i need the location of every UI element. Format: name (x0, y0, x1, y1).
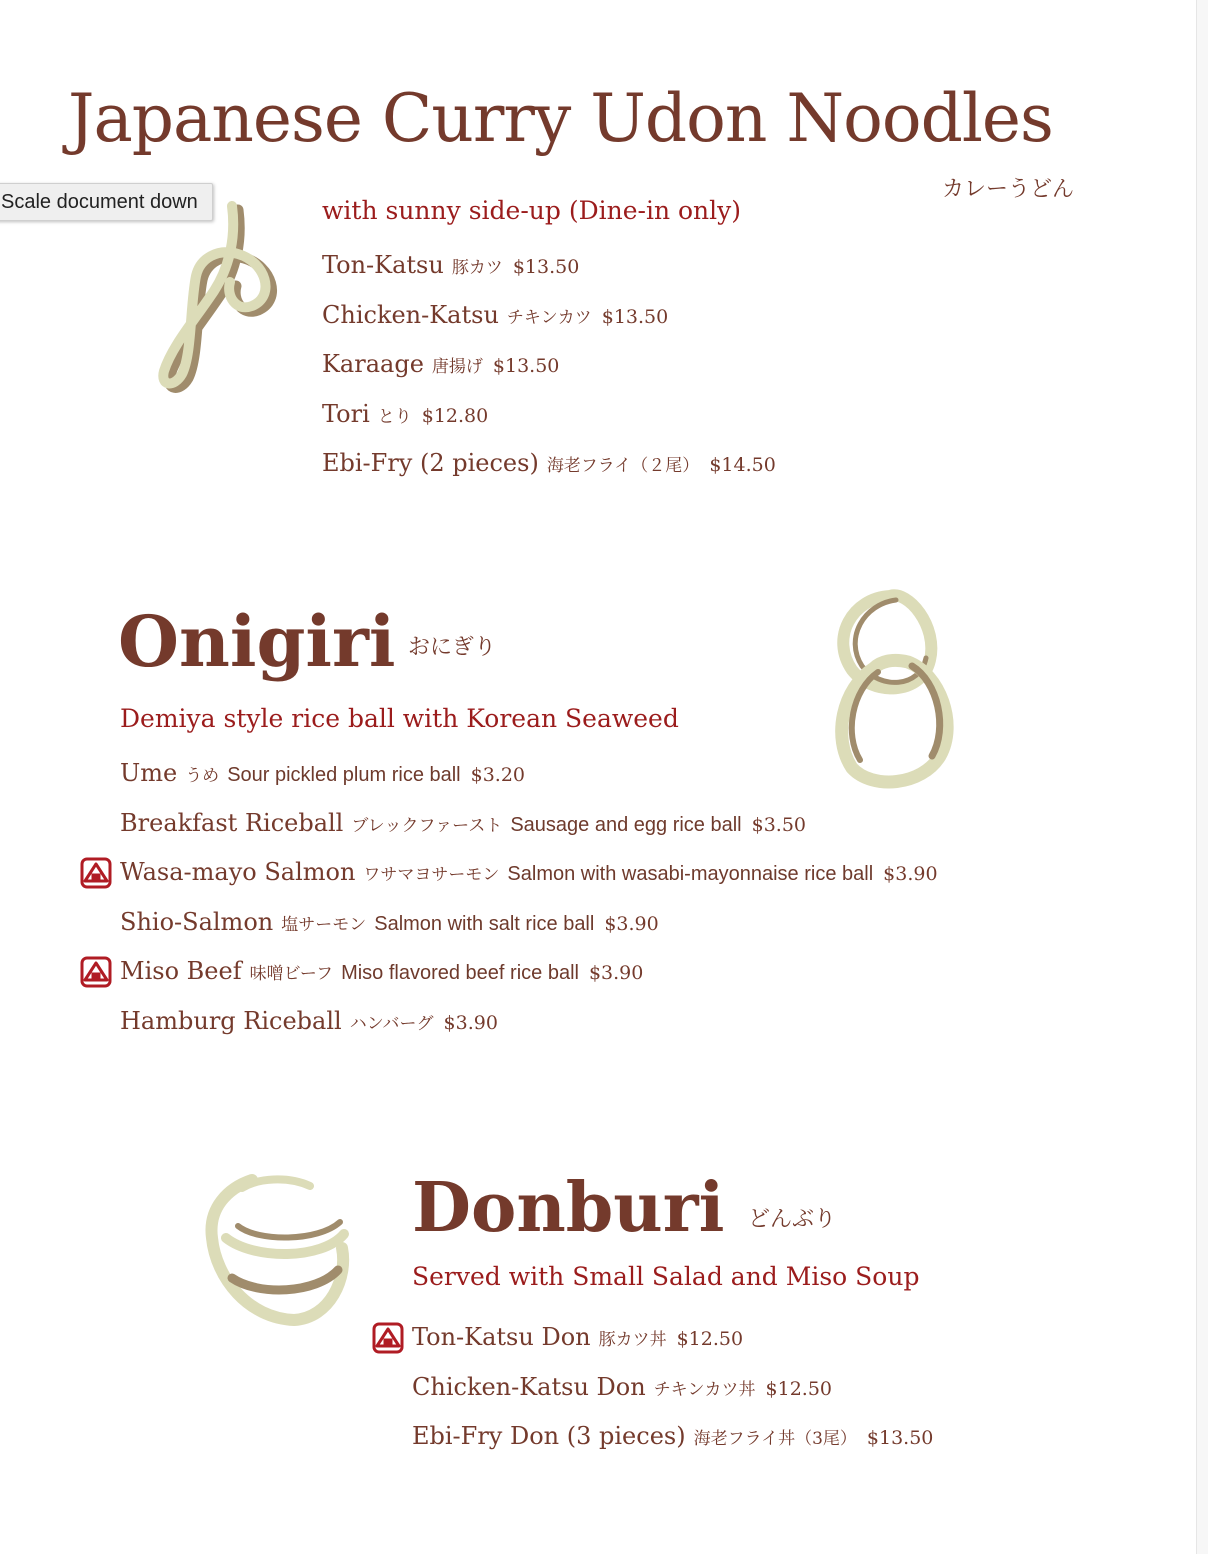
menu-item (322, 399, 776, 449)
item-name: Chicken-Katsu (322, 300, 499, 329)
item-name: Chicken-Katsu Don (412, 1372, 646, 1401)
scrollbar-track[interactable] (1196, 0, 1208, 1554)
menu-item (120, 808, 938, 858)
item-price: $13.50 (866, 1427, 934, 1449)
item-price: $13.50 (512, 256, 580, 278)
donburi-subtitle: Served with Small Salad and Miso Soup (412, 1262, 920, 1291)
item-name: Ton-Katsu (322, 251, 444, 279)
item-name: Ton-Katsu Don (412, 1323, 591, 1351)
onigiri-badge-icon (80, 956, 112, 988)
item-price: $12.50 (676, 1328, 744, 1350)
item-name-jp: チキンカツ丼 (653, 1379, 756, 1400)
item-price: $3.90 (443, 1011, 498, 1034)
item-description: Sausage and egg rice ball (510, 813, 742, 836)
item-description: Sour pickled plum rice ball (227, 764, 461, 786)
menu-item (322, 448, 776, 498)
item-price: $3.90 (883, 863, 938, 885)
item-description: Salmon with wasabi-mayonnaise rice ball (507, 863, 874, 885)
bowl-brush-icon (198, 1168, 358, 1338)
item-price: $12.50 (765, 1377, 833, 1400)
menu-item (120, 758, 938, 808)
item-price: $12.80 (421, 404, 489, 427)
donburi-title: Donburi (412, 1168, 725, 1248)
item-price: $13.50 (492, 355, 560, 377)
menu-item (120, 907, 938, 957)
item-name-jp: ワサマヨサーモン (363, 865, 500, 885)
item-name-jp: 唐揚げ (431, 357, 483, 377)
item-name-jp: 豚カツ丼 (598, 1330, 667, 1350)
item-price: $14.50 (709, 454, 776, 476)
donburi-title-jp: どんぶり (748, 1207, 837, 1232)
menu-item (412, 1372, 933, 1422)
item-name: Karaage (322, 350, 424, 378)
item-price: $13.50 (601, 305, 669, 328)
item-name-jp: 海老フライ（２尾） (546, 456, 700, 476)
curry-menu-list (322, 250, 776, 498)
item-name: Wasa-mayo Salmon (120, 858, 356, 886)
item-name-jp: 豚カツ (451, 258, 503, 278)
item-price: $3.20 (470, 764, 526, 786)
item-name: Ume (120, 759, 178, 787)
item-name: Breakfast Riceball (120, 808, 344, 837)
menu-item (120, 857, 938, 907)
item-name: Tori (322, 399, 370, 428)
item-name-jp: ハンバーグ (349, 1013, 434, 1034)
curry-title: Japanese Curry Udon Noodles (68, 80, 1053, 157)
item-price: $3.90 (588, 962, 644, 984)
item-name: Hamburg Riceball (120, 1006, 342, 1035)
onigiri-title: Onigiri (118, 600, 396, 683)
menu-item (322, 349, 776, 399)
menu-item (412, 1421, 933, 1471)
item-name-jp: とり (377, 406, 412, 427)
menu-item (412, 1322, 933, 1372)
onigiri-badge-icon (80, 857, 112, 889)
item-name-jp: 海老フライ丼（3尾） (693, 1429, 857, 1449)
item-name: Ebi-Fry Don (3 pieces) (412, 1422, 686, 1450)
menu-item (120, 1006, 938, 1056)
item-name-jp: チキンカツ (506, 307, 592, 328)
scale-down-tooltip: Scale document down (0, 183, 213, 221)
item-price: $3.50 (751, 813, 807, 836)
item-name-jp: 味噌ビーフ (249, 964, 334, 984)
item-name: Ebi-Fry (2 pieces) (322, 449, 539, 477)
menu-item (322, 250, 776, 300)
item-name: Miso Beef (120, 957, 242, 985)
item-name-jp: ブレックファースト (351, 815, 503, 836)
onigiri-badge-icon (372, 1322, 404, 1354)
onigiri-title-jp: おにぎり (408, 635, 497, 660)
noodle-brush-icon (140, 200, 300, 400)
menu-item (322, 300, 776, 350)
item-price: $3.90 (604, 912, 659, 935)
item-name-jp: 塩サーモン (281, 914, 367, 935)
onigiri-menu-list (120, 758, 938, 1055)
curry-title-jp: カレーうどん (942, 177, 1075, 202)
donburi-menu-list (412, 1322, 933, 1471)
menu-item (120, 956, 938, 1006)
item-name: Shio-Salmon (120, 907, 274, 936)
curry-subtitle: with sunny side-up (Dine-in only) (322, 196, 742, 225)
item-description: Miso flavored beef rice ball (341, 962, 579, 984)
item-name-jp: うめ (185, 766, 220, 786)
onigiri-subtitle: Demiya style rice ball with Korean Seaweed (120, 704, 679, 733)
item-description: Salmon with salt rice ball (374, 912, 595, 935)
